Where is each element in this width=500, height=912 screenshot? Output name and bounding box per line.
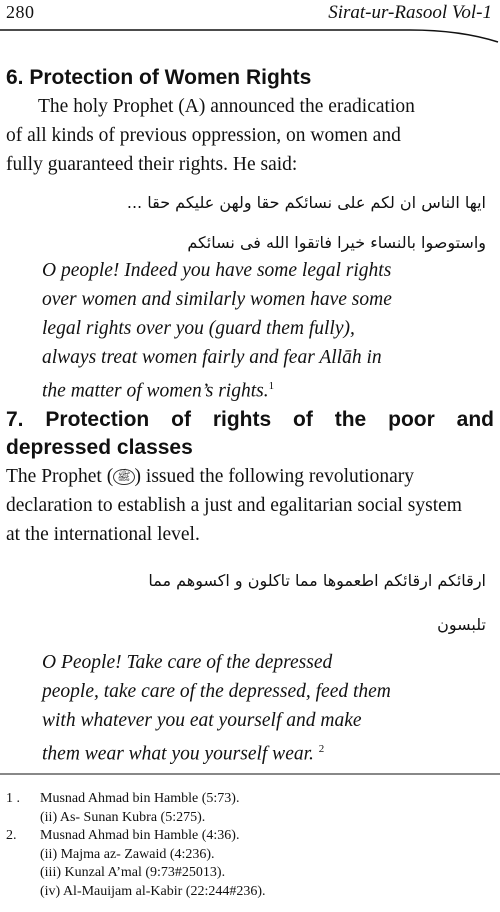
intro-line: The holy Prophet (A) announced the eradication (38, 96, 415, 117)
section-7-heading-line1: 7. Protection of rights of the poor and (6, 408, 494, 431)
footnote-rule (0, 770, 500, 778)
header-rule (0, 26, 500, 46)
section-6-intro-cont (6, 121, 494, 179)
quote-line: O People! Take care of the depressed (42, 652, 333, 673)
footnote-mark[interactable]: 1 (268, 380, 275, 392)
intro-line: The Prophet ( ﷺ ) issued the following revolutionary (6, 466, 414, 487)
intro-line: of all kinds of previous oppression, on women and (6, 125, 401, 146)
quote-line: O people! Indeed you have some legal rights (42, 260, 392, 281)
page-number: 280 (6, 2, 35, 22)
section-6-intro (6, 92, 494, 121)
section-7-quote (42, 648, 482, 769)
footnote-item: (iii) Kunzal A’mal (9:73#25013). (40, 865, 226, 880)
quote-line: them wear what you yourself wear. $^2$ (42, 743, 325, 765)
footnotes (6, 790, 496, 901)
quote-line: with whatever you eat yourself and make (42, 710, 362, 731)
quote-line: people, take care of the depressed, feed them (42, 681, 391, 702)
arabic-text-2: واستوصوا بالنساء خيرا فاتقوا الله فى نسائكم (187, 233, 486, 252)
intro-line: fully guaranteed their rights. He said: (6, 154, 298, 175)
footnote-item: (iv) Al-Mauijam al-Kabir (22:244#236). (40, 883, 266, 899)
footnote-item: 2. Musnad Ahmad bin Hamble (4:36). (6, 828, 240, 843)
section-6-quote (42, 256, 482, 406)
quote-line: the matter of women’s rights.$^1$ (42, 380, 275, 402)
arabic-text-4: تلبسون (437, 615, 486, 634)
pbuh-icon: ﷺ (113, 469, 134, 485)
section-6-heading: 6. Protection of Women Rights (6, 66, 312, 89)
quote-line: always treat women fairly and fear Allāh in (42, 347, 382, 368)
quote-line: legal rights over you (guard them fully), (42, 318, 355, 339)
section-7-intro (6, 462, 494, 549)
intro-line: at the international level. (6, 524, 200, 545)
intro-line: declaration to establish a just and egalitarian social system (6, 495, 462, 516)
footnote-mark[interactable]: 2 (318, 743, 325, 755)
footnote-item: (ii) Majma az- Zawaid (4:236). (40, 846, 215, 862)
arabic-text-1: ايها الناس ان لكم على نسائكم حقا ولهن عليكم حقا ... (126, 193, 486, 212)
footnote-item: (ii) As- Sunan Kubra (5:275). (40, 809, 206, 825)
section-7-heading-line2: depressed classes (6, 436, 193, 459)
footnote-item: 1 . Musnad Ahmad bin Hamble (5:73). (6, 791, 240, 806)
running-title: Sirat-ur-Rasool Vol-1 (328, 2, 492, 23)
quote-line: over women and similarly women have some (42, 289, 392, 310)
arabic-text-3: ارقائكم ارقائكم اطعموها مما تاكلون و اكسوهم مما (148, 571, 486, 590)
